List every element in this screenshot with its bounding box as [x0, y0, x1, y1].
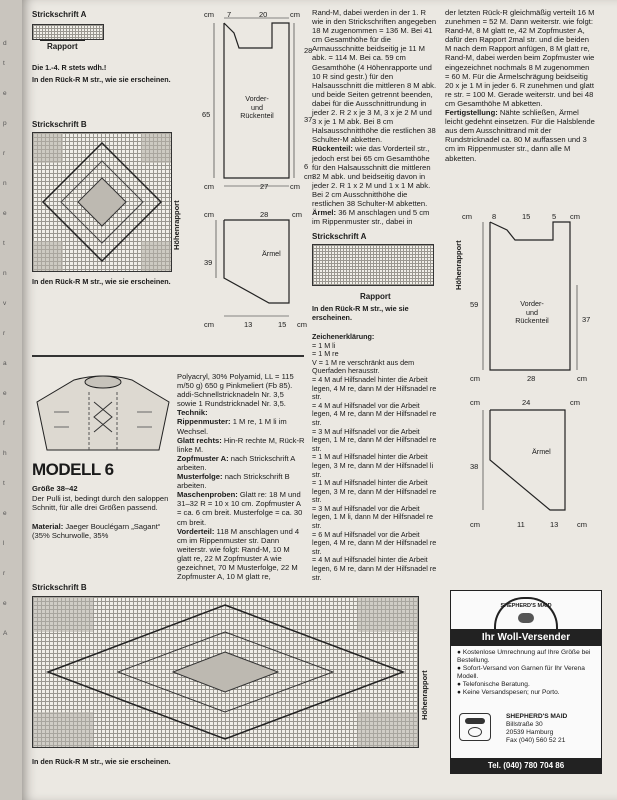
sleeve-piece-label: Ärmel — [262, 249, 281, 258]
legend-item: = 3 M auf Hilfsnadel vor die Arbeit legen, 1 M li, dann M der Hilfsnadel re str. — [312, 503, 434, 531]
shepherds-maid-ad — [450, 590, 602, 774]
body-right-dim: cm — [577, 374, 587, 383]
col3-upper-text: der letzten Rück-R gleichmäßig verteilt 16 M zunehmen = 52 M. Dann weiterstr. wie folgt: Rand-M, 8 M glatt re, 42 M Zopfmuster A, dafür den Rapport 2mal str. und die beiden M nach dem Rapport anfügen, 8 M glatt re, Rand-M, dabei werden beim Zopfmuster wie eingezeichnet nochmals 8 M zugenommen = 60 M. Für die Ärmelschrägung beidseitig 20 x je 1 M in jeder 6. R zunehmen und glatt re str. = 100 M. Gerade weiterstr. und bei 48 cm Gesamthöhe M abketten. Fertigstellung: Nähte schließen, Ärmel leicht gedehnt einsetzen. Für die Halsblende aus dem Ausschnittrand mit der Rundstricknadel ca. 80 M auffassen und 3 cm im Rippenmuster str., dann alle M abketten. — [445, 8, 595, 163]
col2-model-text: Polyacryl, 30% Polyamid, LL = 115 m/50 g) 650 g Pinkmeliert (Fb 85). addi-Schnellstricknadeln Nr. 3,5 sowie 1 Rundstricknadel Nr. 3,5. Technik: Rippenmuster: 1 M re, 1 M li im Wechsel. Glatt rechts: Hin-R rechte M, Rück-R linke M. Zopfmuster A: nach Strickschrift A arbeiten. Musterfolge: nach Strickschrift B arbeiten. Maschenproben: Glatt re: 18 M und 31–32 R = 10 x 10 cm. Zopfmuster A = ca. 6 cm breit. Musterfolge = ca. 30 cm breit. Vorderteil: 118 M anschlagen und 4 cm im Rippenmuster str. Dann weiterstr. wie folgt: Rand-M, 10 M glatt re, 22 M Zopfmuster A wie gezeichnet, 70 M Musterfolge, 22 M Zopfmuster A, 10 M glatt re, — [177, 372, 305, 582]
margin-letter: e — [3, 210, 7, 217]
body-dim: 20 — [259, 10, 268, 19]
sleeve-right-dim: 11 — [517, 520, 525, 529]
margin-letter: A — [3, 630, 8, 637]
sleeve-dim: cm — [204, 210, 214, 219]
model-size: Größe 38–42 — [32, 484, 78, 493]
body-dim: 27 — [260, 182, 269, 191]
body-dim: 28 — [304, 46, 313, 55]
hoehenrapport-label: Höhenrapport — [420, 670, 429, 720]
legend-item: = 4 M auf Hilfsnadel hinter die Arbeit legen, 4 M re, dann M der Hilfsnadel re str. — [312, 374, 437, 402]
hoehenrapport-label: Höhenrapport — [172, 200, 181, 250]
body-right-dim: cm — [470, 374, 480, 383]
sleeve-right-dim: cm — [577, 520, 587, 529]
margin-letter: n — [3, 270, 7, 277]
body-dim: cm — [304, 172, 314, 181]
ad-item: ● Keine Versandspesen; nur Porto. — [457, 689, 560, 696]
ad-phone: Tel. (040) 780 704 86 — [451, 758, 601, 773]
body-right-dim: cm — [570, 212, 580, 221]
body-dim: cm — [290, 182, 300, 191]
chart-b-grid — [32, 132, 172, 272]
body-schematic-right — [445, 210, 595, 385]
legend-title: Zeichenerklärung: — [312, 332, 375, 341]
legend-item: V = 1 M re verschränkt aus dem Querfaden herausstr. — [312, 357, 415, 376]
body-right-dim: 59 — [470, 300, 479, 309]
left-margin-strip — [0, 0, 22, 800]
margin-letter: v — [3, 300, 7, 307]
margin-letter: r — [3, 150, 6, 157]
legend-item: = 3 M auf Hilfsnadel vor die Arbeit legen, 1 M re, dann M der Hilfsnadel re str. — [312, 426, 437, 453]
body-right-dim: 37 — [582, 315, 591, 324]
margin-letter: f — [3, 420, 5, 427]
margin-letter: t — [3, 60, 5, 67]
model-material: Material: Jaeger Bouclégarn „Sagant“ (35% Schurwolle, 35% — [32, 522, 161, 541]
ad-item: ● Sofort-Versand von Garnen für Ihr Verena Modell. — [457, 665, 585, 680]
body-dim: 65 — [202, 110, 211, 119]
chart-b-bottom-note: In den Rück-R M str., wie sie erscheinen. — [32, 757, 171, 766]
legend-item: = 6 M auf Hilfsnadel vor die Arbeit legen, 4 M re, dann M der Hilfsnadel re str. — [312, 529, 437, 556]
rapport-bracket — [40, 40, 85, 41]
sleeve-dim: 39 — [204, 258, 213, 267]
body-right-dim: 5 — [552, 212, 557, 221]
body-piece-label: Vorder- und Rückenteil — [240, 94, 274, 121]
sleeve-right-piece-label: Ärmel — [532, 447, 551, 456]
sheep-icon — [518, 613, 534, 623]
body-dim: 6 — [304, 162, 309, 171]
margin-letter: r — [3, 330, 6, 337]
body-dim: cm — [204, 10, 214, 19]
chart-b-pattern — [33, 133, 171, 271]
chart-b-title: Strickschrift B — [32, 120, 87, 129]
chart-a-mid-note: In den Rück-R M str., wie sie erscheinen. — [312, 304, 409, 322]
sleeve-dim: cm — [292, 210, 302, 219]
sleeve-dim: cm — [297, 320, 307, 329]
sleeve-right-dim: cm — [470, 520, 480, 529]
legend-item: = 4 M auf Hilfsnadel vor die Arbeit legen, 4 M re, dann M der Hilfsnadel re str. — [312, 400, 437, 427]
chart-a-note: In den Rück-R M str., wie sie erscheinen. — [32, 75, 171, 84]
body-dim: 37 — [304, 115, 313, 124]
chart-a-grid — [32, 24, 104, 40]
body-right-dim: 15 — [522, 212, 531, 221]
ad-logo — [451, 591, 601, 629]
chart-b-note: In den Rück-R M str., wie sie erscheinen. — [32, 277, 171, 286]
rapport-label: Rapport — [47, 42, 78, 51]
sleeve-dim: 13 — [244, 320, 253, 329]
sleeve-dim: cm — [204, 320, 214, 329]
margin-letter: d — [3, 40, 7, 47]
phone-icon — [459, 713, 491, 741]
ad-items — [457, 649, 601, 697]
section-divider — [32, 355, 304, 357]
ad-headline: Ihr Woll-Versender — [451, 629, 601, 646]
margin-letter: l — [3, 540, 5, 547]
margin-letter: h — [3, 450, 7, 457]
magazine-page — [22, 0, 617, 800]
legend-item: = 1 M auf Hilfsnadel hinter die Arbeit legen, 3 M re, dann M der Hilfsnadel re str. — [312, 478, 437, 505]
chart-a-note-bold: Die 1.-4. R stets wdh.! — [32, 63, 107, 72]
legend — [312, 333, 437, 582]
chart-b-bottom-grid — [32, 596, 419, 748]
legend-item: = 4 M auf Hilfsnadel hinter die Arbeit legen, 6 M re, dann M der Hilfsnadel re str. — [312, 555, 437, 582]
margin-letter: e — [3, 600, 7, 607]
body-right-dim: 8 — [492, 212, 497, 221]
body-right-dim: cm — [462, 212, 472, 221]
ad-address: SHEPHERD'S MAID Billstraße 30 20539 Hamburg Fax (040) 560 52 21 — [506, 713, 568, 744]
margin-letter: e — [3, 510, 7, 517]
chart-b-bottom-pattern — [33, 597, 418, 747]
chart-a-mid-title: Strickschrift A — [312, 232, 367, 241]
sleeve-right-dim: cm — [470, 398, 480, 407]
ad-item: ● Telefonische Beratung. — [457, 681, 530, 688]
ad-item: ● Kostenlose Umrechnung auf Ihre Größe bei Bestellung. — [457, 649, 591, 664]
margin-letter: t — [3, 480, 5, 487]
sleeve-right-dim: 13 — [550, 520, 559, 529]
model-title: MODELL 6 — [32, 460, 114, 479]
sleeve-right-dim: 24 — [522, 398, 531, 407]
legend-item: = 1 M re — [312, 349, 339, 359]
margin-letter: e — [3, 390, 7, 397]
chart-a-title: Strickschrift A — [32, 10, 87, 19]
margin-letter: p — [3, 120, 7, 127]
hoehenrapport-label: Höhenrapport — [454, 240, 463, 290]
chart-a-mid-grid — [312, 244, 434, 286]
model-intro: Der Pulli ist, bedingt durch den saloppen Schnitt, für alle drei Größen passend. — [32, 494, 169, 513]
body-dim: cm — [204, 182, 214, 191]
margin-letter: a — [3, 360, 7, 367]
sleeve-schematic — [194, 208, 309, 328]
sweater-illustration — [34, 372, 172, 454]
body-dim: cm — [290, 10, 300, 19]
sleeve-right-dim: 38 — [470, 462, 479, 471]
sleeve-right-dim: cm — [570, 398, 580, 407]
rapport-label: Rapport — [360, 292, 391, 301]
margin-letter: t — [3, 240, 5, 247]
sleeve-dim: 28 — [260, 210, 269, 219]
legend-item: = 1 M auf Hilfsnadel hinter die Arbeit legen, 3 M re, dann M der Hilfsnadel li str. — [312, 452, 434, 479]
col2-upper-text: Rand-M, dabei werden in der 1. R wie in den Strickschriften angegeben 18 M zugenommen = 136 M. Bei 41 cm Gesamthöhe für die Armausschnitte beidseitig je 11 M abk. = 114 M. Bei ca. 59 cm Gesamthöhe (4 Höhenrapporte und 10 R sind gestr.) für den Halsausschnitt die mittleren 8 M abk. und beide Seiten getrennt beenden, dabei für die Ausschnittrundung in jeder 2. R 2 x je 3 M, 3 x je 2 M und 3 x je 1 M abk. Bei 8 cm Halsausschnitthöhe die restlichen 38 Schulter-M abketten. Rückenteil: wie das Vorderteil str., jedoch erst bei 65 cm Gesamthöhe für den Halsausschnitt die mittleren 32 M abk. und beidseitig davon in jeder 2. R 1 x 2 M und 1 x 1 M abk. Bei 2 cm Ausschnitthöhe die restlichen 38 Schulter-M abketten. Ärmel: 36 M anschlagen und 5 cm im Rippenmuster str., dabei in — [312, 8, 437, 227]
margin-letter: e — [3, 90, 7, 97]
body-right-piece-label: Vorder- und Rückenteil — [515, 299, 549, 326]
body-dim: 7 — [227, 10, 232, 19]
margin-letter: n — [3, 180, 7, 187]
sleeve-schematic-right — [445, 395, 595, 535]
body-right-dim: 28 — [527, 374, 536, 383]
margin-letter: r — [3, 570, 6, 577]
legend-item: = 1 M li — [312, 340, 336, 350]
chart-b-bottom-title: Strickschrift B — [32, 583, 87, 592]
ad-brand: SHEPHERD'S MAID — [500, 603, 552, 609]
sleeve-dim: 15 — [278, 320, 287, 329]
